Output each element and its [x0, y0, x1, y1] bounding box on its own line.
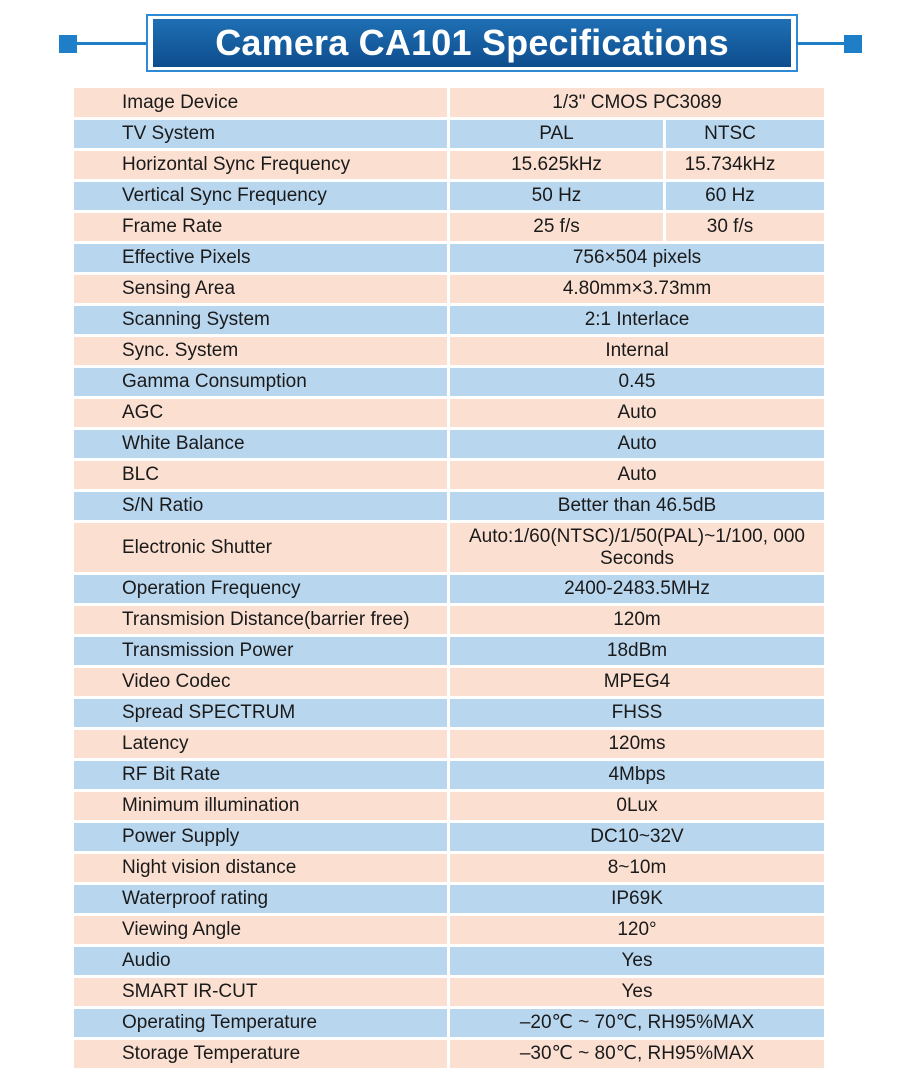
- spec-value: 1/3" CMOS PC3089: [450, 88, 824, 117]
- spec-label: Operating Temperature: [74, 1009, 450, 1037]
- table-row: [74, 606, 824, 637]
- table-row: [74, 668, 824, 699]
- spec-label: Transmision Distance(barrier free): [74, 606, 450, 634]
- spec-value: Auto: [450, 430, 824, 458]
- spec-label: Viewing Angle: [74, 916, 450, 944]
- spec-value-ntsc: NTSC: [666, 120, 824, 148]
- spec-label: White Balance: [74, 430, 450, 458]
- spec-label: AGC: [74, 399, 450, 427]
- spec-label: SMART IR-CUT: [74, 978, 450, 1006]
- spec-value: Internal: [450, 337, 824, 365]
- table-row: [74, 699, 824, 730]
- spec-value: FHSS: [450, 699, 824, 727]
- spec-value: MPEG4: [450, 668, 824, 696]
- decorative-line-left: [68, 42, 152, 45]
- spec-label: Frame Rate: [74, 213, 450, 241]
- table-row: [74, 120, 824, 151]
- table-row: [74, 854, 824, 885]
- table-row: [74, 761, 824, 792]
- spec-label: Sensing Area: [74, 275, 450, 303]
- spec-value-ntsc: 15.734kHz: [666, 151, 824, 179]
- table-row: [74, 575, 824, 606]
- table-row: [74, 730, 824, 761]
- spec-label: Transmission Power: [74, 637, 450, 665]
- spec-value-pal: 50 Hz: [450, 182, 666, 210]
- spec-value: 120°: [450, 916, 824, 944]
- spec-label: Horizontal Sync Frequency: [74, 151, 450, 179]
- spec-label: Storage Temperature: [74, 1040, 450, 1068]
- spec-label: Vertical Sync Frequency: [74, 182, 450, 210]
- table-row: [74, 823, 824, 854]
- spec-label: Operation Frequency: [74, 575, 450, 603]
- table-row: [74, 492, 824, 523]
- table-row: [74, 1009, 824, 1040]
- table-row: [74, 337, 824, 368]
- table-row: [74, 88, 824, 120]
- spec-label: Electronic Shutter: [74, 523, 450, 572]
- spec-value: 18dBm: [450, 637, 824, 665]
- spec-value-pal: 25 f/s: [450, 213, 666, 241]
- table-row: [74, 306, 824, 337]
- spec-value: 4.80mm×3.73mm: [450, 275, 824, 303]
- spec-value: 2400-2483.5MHz: [450, 575, 824, 603]
- spec-value: DC10~32V: [450, 823, 824, 851]
- spec-label: BLC: [74, 461, 450, 489]
- spec-label: Sync. System: [74, 337, 450, 365]
- spec-label: Minimum illumination: [74, 792, 450, 820]
- spec-value: Better than 46.5dB: [450, 492, 824, 520]
- decorative-line-right: [796, 42, 846, 45]
- table-row: [74, 461, 824, 492]
- table-row: [74, 523, 824, 575]
- spec-label: RF Bit Rate: [74, 761, 450, 789]
- spec-value: 756×504 pixels: [450, 244, 824, 272]
- spec-value-pal: 15.625kHz: [450, 151, 666, 179]
- table-row: [74, 792, 824, 823]
- spec-value: IP69K: [450, 885, 824, 913]
- table-row: [74, 213, 824, 244]
- spec-value-pal: PAL: [450, 120, 666, 148]
- spec-label: S/N Ratio: [74, 492, 450, 520]
- spec-label: Latency: [74, 730, 450, 758]
- spec-value: Auto: [450, 461, 824, 489]
- table-row: [74, 978, 824, 1009]
- table-row: [74, 430, 824, 461]
- spec-value: Yes: [450, 947, 824, 975]
- spec-label: Power Supply: [74, 823, 450, 851]
- table-row: [74, 947, 824, 978]
- table-row: [74, 151, 824, 182]
- header: [0, 0, 900, 80]
- spec-value: 2:1 Interlace: [450, 306, 824, 334]
- table-row: [74, 275, 824, 306]
- spec-label: Gamma Consumption: [74, 368, 450, 396]
- spec-value: 8~10m: [450, 854, 824, 882]
- table-row: [74, 885, 824, 916]
- spec-value: Yes: [450, 978, 824, 1006]
- table-row: [74, 637, 824, 668]
- spec-label: Video Codec: [74, 668, 450, 696]
- spec-label: Audio: [74, 947, 450, 975]
- spec-value: –30℃ ~ 80℃, RH95%MAX: [450, 1040, 824, 1068]
- table-row: [74, 244, 824, 275]
- spec-label: Spread SPECTRUM: [74, 699, 450, 727]
- page-title: Camera CA101 Specifications: [215, 22, 729, 63]
- spec-label: Scanning System: [74, 306, 450, 334]
- spec-value: 120ms: [450, 730, 824, 758]
- decorative-square-right: [844, 35, 862, 53]
- spec-value: 120m: [450, 606, 824, 634]
- spec-value: Auto:1/60(NTSC)/1/50(PAL)~1/100, 000 Seconds: [450, 523, 824, 572]
- spec-value-ntsc: 60 Hz: [666, 182, 824, 210]
- spec-label: Effective Pixels: [74, 244, 450, 272]
- spec-value-ntsc: 30 f/s: [666, 213, 824, 241]
- spec-label: TV System: [74, 120, 450, 148]
- spec-label: Image Device: [74, 88, 450, 117]
- spec-label: Night vision distance: [74, 854, 450, 882]
- spec-value: 0Lux: [450, 792, 824, 820]
- spec-value: 4Mbps: [450, 761, 824, 789]
- spec-label: Waterproof rating: [74, 885, 450, 913]
- table-row: [74, 182, 824, 213]
- spec-value: Auto: [450, 399, 824, 427]
- table-row: [74, 399, 824, 430]
- spec-value: –20℃ ~ 70℃, RH95%MAX: [450, 1009, 824, 1037]
- table-row: [74, 916, 824, 947]
- specifications-table: [74, 88, 824, 1071]
- table-row: [74, 368, 824, 399]
- title-banner: [153, 19, 791, 67]
- table-row: [74, 1040, 824, 1071]
- spec-value: 0.45: [450, 368, 824, 396]
